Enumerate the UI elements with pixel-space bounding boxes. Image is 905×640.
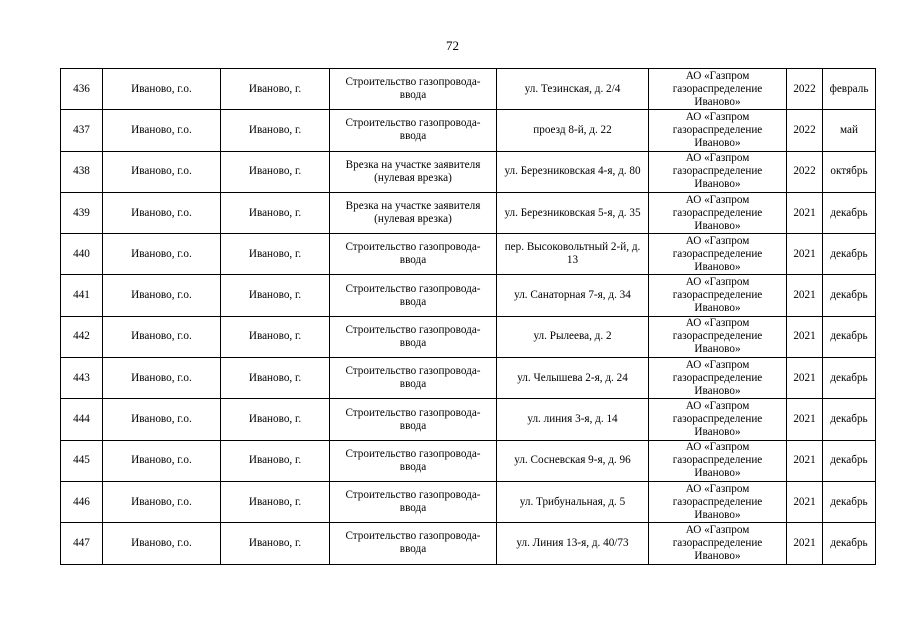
table-row — [61, 316, 876, 357]
address-cell: ул. Трибунальная, д. 5 — [497, 481, 649, 522]
locality-cell: Иваново, г. — [221, 69, 330, 110]
table-row — [61, 399, 876, 440]
table-body — [61, 69, 876, 565]
row-number-cell: 447 — [61, 523, 103, 564]
gas-connection-table — [60, 68, 876, 565]
locality-cell: Иваново, г. — [221, 192, 330, 233]
table-row — [61, 358, 876, 399]
district-cell: Иваново, г.о. — [103, 481, 221, 522]
locality-cell: Иваново, г. — [221, 275, 330, 316]
year-cell: 2021 — [787, 275, 823, 316]
month-cell: декабрь — [823, 523, 876, 564]
district-cell: Иваново, г.о. — [103, 523, 221, 564]
row-number-cell: 436 — [61, 69, 103, 110]
row-number-cell: 443 — [61, 358, 103, 399]
table-row — [61, 69, 876, 110]
organization-cell: АО «Газпром газораспределение Иваново» — [649, 192, 787, 233]
district-cell: Иваново, г.о. — [103, 234, 221, 275]
year-cell: 2022 — [787, 110, 823, 151]
month-cell: февраль — [823, 69, 876, 110]
district-cell: Иваново, г.о. — [103, 399, 221, 440]
locality-cell: Иваново, г. — [221, 358, 330, 399]
organization-cell: АО «Газпром газораспределение Иваново» — [649, 69, 787, 110]
organization-cell: АО «Газпром газораспределение Иваново» — [649, 399, 787, 440]
work-type-cell: Строительство газопровода-ввода — [330, 110, 497, 151]
table-row — [61, 440, 876, 481]
work-type-cell: Строительство газопровода-ввода — [330, 440, 497, 481]
year-cell: 2021 — [787, 399, 823, 440]
district-cell: Иваново, г.о. — [103, 440, 221, 481]
month-cell: декабрь — [823, 192, 876, 233]
month-cell: октябрь — [823, 151, 876, 192]
locality-cell: Иваново, г. — [221, 234, 330, 275]
row-number-cell: 441 — [61, 275, 103, 316]
organization-cell: АО «Газпром газораспределение Иваново» — [649, 481, 787, 522]
month-cell: май — [823, 110, 876, 151]
work-type-cell: Строительство газопровода-ввода — [330, 69, 497, 110]
month-cell: декабрь — [823, 275, 876, 316]
year-cell: 2021 — [787, 440, 823, 481]
locality-cell: Иваново, г. — [221, 440, 330, 481]
locality-cell: Иваново, г. — [221, 151, 330, 192]
month-cell: декабрь — [823, 358, 876, 399]
table-row — [61, 275, 876, 316]
row-number-cell: 437 — [61, 110, 103, 151]
organization-cell: АО «Газпром газораспределение Иваново» — [649, 358, 787, 399]
district-cell: Иваново, г.о. — [103, 69, 221, 110]
organization-cell: АО «Газпром газораспределение Иваново» — [649, 110, 787, 151]
address-cell: проезд 8-й, д. 22 — [497, 110, 649, 151]
row-number-cell: 438 — [61, 151, 103, 192]
address-cell: пер. Высоковольтный 2-й, д. 13 — [497, 234, 649, 275]
address-cell: ул. Сосневская 9-я, д. 96 — [497, 440, 649, 481]
row-number-cell: 442 — [61, 316, 103, 357]
year-cell: 2021 — [787, 358, 823, 399]
month-cell: декабрь — [823, 316, 876, 357]
district-cell: Иваново, г.о. — [103, 110, 221, 151]
locality-cell: Иваново, г. — [221, 399, 330, 440]
year-cell: 2021 — [787, 523, 823, 564]
month-cell: декабрь — [823, 481, 876, 522]
table-row — [61, 110, 876, 151]
district-cell: Иваново, г.о. — [103, 275, 221, 316]
table-row — [61, 234, 876, 275]
table-row — [61, 192, 876, 233]
district-cell: Иваново, г.о. — [103, 192, 221, 233]
organization-cell: АО «Газпром газораспределение Иваново» — [649, 523, 787, 564]
month-cell: декабрь — [823, 440, 876, 481]
work-type-cell: Врезка на участке заявителя (нулевая врезка) — [330, 151, 497, 192]
year-cell: 2021 — [787, 481, 823, 522]
work-type-cell: Строительство газопровода-ввода — [330, 399, 497, 440]
work-type-cell: Строительство газопровода-ввода — [330, 275, 497, 316]
year-cell: 2022 — [787, 151, 823, 192]
address-cell: ул. Санаторная 7-я, д. 34 — [497, 275, 649, 316]
organization-cell: АО «Газпром газораспределение Иваново» — [649, 316, 787, 357]
organization-cell: АО «Газпром газораспределение Иваново» — [649, 234, 787, 275]
organization-cell: АО «Газпром газораспределение Иваново» — [649, 440, 787, 481]
month-cell: декабрь — [823, 234, 876, 275]
work-type-cell: Строительство газопровода-ввода — [330, 523, 497, 564]
work-type-cell: Строительство газопровода-ввода — [330, 358, 497, 399]
district-cell: Иваново, г.о. — [103, 358, 221, 399]
work-type-cell: Строительство газопровода-ввода — [330, 234, 497, 275]
year-cell: 2022 — [787, 69, 823, 110]
row-number-cell: 446 — [61, 481, 103, 522]
address-cell: ул. Рылеева, д. 2 — [497, 316, 649, 357]
district-cell: Иваново, г.о. — [103, 316, 221, 357]
locality-cell: Иваново, г. — [221, 110, 330, 151]
row-number-cell: 439 — [61, 192, 103, 233]
address-cell: ул. Березниковская 5-я, д. 35 — [497, 192, 649, 233]
organization-cell: АО «Газпром газораспределение Иваново» — [649, 275, 787, 316]
locality-cell: Иваново, г. — [221, 481, 330, 522]
address-cell: ул. Березниковская 4-я, д. 80 — [497, 151, 649, 192]
work-type-cell: Строительство газопровода-ввода — [330, 481, 497, 522]
district-cell: Иваново, г.о. — [103, 151, 221, 192]
page-number: 72 — [446, 38, 459, 53]
table-row — [61, 151, 876, 192]
organization-cell: АО «Газпром газораспределение Иваново» — [649, 151, 787, 192]
row-number-cell: 440 — [61, 234, 103, 275]
year-cell: 2021 — [787, 234, 823, 275]
row-number-cell: 444 — [61, 399, 103, 440]
address-cell: ул. Челышева 2-я, д. 24 — [497, 358, 649, 399]
locality-cell: Иваново, г. — [221, 523, 330, 564]
work-type-cell: Строительство газопровода-ввода — [330, 316, 497, 357]
locality-cell: Иваново, г. — [221, 316, 330, 357]
address-cell: ул. Линия 13-я, д. 40/73 — [497, 523, 649, 564]
address-cell: ул. Тезинская, д. 2/4 — [497, 69, 649, 110]
work-type-cell: Врезка на участке заявителя (нулевая врезка) — [330, 192, 497, 233]
month-cell: декабрь — [823, 399, 876, 440]
year-cell: 2021 — [787, 192, 823, 233]
table-row — [61, 481, 876, 522]
address-cell: ул. линия 3-я, д. 14 — [497, 399, 649, 440]
year-cell: 2021 — [787, 316, 823, 357]
table-row — [61, 523, 876, 564]
row-number-cell: 445 — [61, 440, 103, 481]
